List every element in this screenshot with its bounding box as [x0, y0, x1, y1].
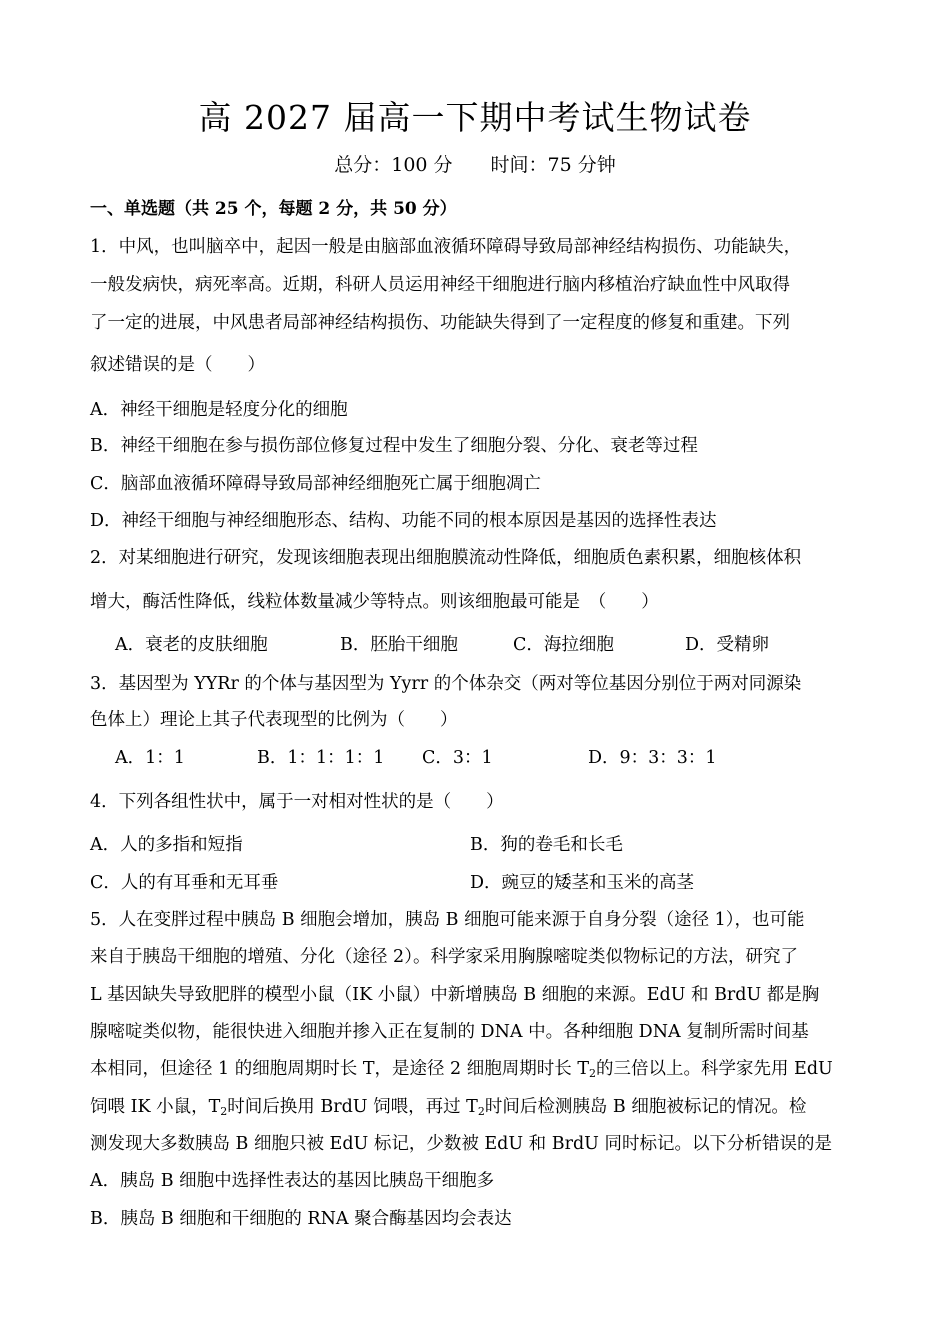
q4-stem-line-1: 4．下列各组性状中，属于一对相对性状的是（ ）: [90, 792, 504, 812]
q5-line6-part-b: 时间后换用 BrdU 饲喂，再过 T: [227, 1097, 478, 1117]
q1-option-c: C．脑部血液循环障碍导致局部神经细胞死亡属于细胞凋亡: [90, 474, 541, 494]
q5-option-a: A．胰岛 B 细胞中选择性表达的基因比胰岛干细胞多: [90, 1171, 495, 1191]
q5-option-b: B．胰岛 B 细胞和干细胞的 RNA 聚合酶基因均会表达: [90, 1209, 512, 1229]
q5-stem-line-2: 来自于胰岛干细胞的增殖、分化（途径 2）。科学家采用胸腺嘧啶类似物标记的方法，研究了: [90, 947, 798, 967]
q1-option-a: A．神经干细胞是轻度分化的细胞: [90, 400, 348, 420]
q5-stem-line-6: [90, 1095, 806, 1119]
q5-stem-line-3: L 基因缺失导致肥胖的模型小鼠（IK 小鼠）中新增胰岛 B 细胞的来源。EdU 和 BrdU 都是胸: [90, 985, 820, 1005]
q5-line5-part-b: 的三倍以上。科学家先用 EdU: [596, 1059, 833, 1079]
time-limit: 时间：75 分钟: [490, 154, 616, 176]
q2-stem-line-2: 增大，酶活性降低，线粒体数量减少等特点。则该细胞最可能是 （ ）: [90, 592, 659, 612]
q2-option-d: D．受精卵: [685, 635, 770, 655]
q1-option-b: B．神经干细胞在参与损伤部位修复过程中发生了细胞分裂、分化、衰老等过程: [90, 436, 698, 456]
q3-option-c: C．3：1: [422, 748, 493, 768]
q3-option-b: B．1：1：1：1: [257, 748, 385, 768]
q1-stem-line-4: 叙述错误的是（ ）: [90, 355, 265, 375]
q5-stem-line-1: 5．人在变胖过程中胰岛 B 细胞会增加，胰岛 B 细胞可能来源于自身分裂（途径 1），也可能: [90, 910, 805, 930]
q5-stem-line-5: [90, 1057, 833, 1081]
q3-option-d: D．9：3：3：1: [588, 748, 717, 768]
q5-stem-line-7: 测发现大多数胰岛 B 细胞只被 EdU 标记，少数被 EdU 和 BrdU 同时标记。以下分析错误的是: [90, 1134, 832, 1154]
q1-option-d: D．神经干细胞与神经细胞形态、结构、功能不同的根本原因是基因的选择性表达: [90, 511, 717, 531]
q4-option-a: A．人的多指和短指: [90, 835, 243, 855]
q1-stem-line-1: 1．中风，也叫脑卒中，起因一般是由脑部血液循环障碍导致局部神经结构损伤、功能缺失，: [90, 237, 802, 257]
q3-option-a: A．1：1: [115, 748, 185, 768]
total-score: 总分：100 分: [334, 154, 453, 176]
q2-stem-line-1: 2．对某细胞进行研究，发现该细胞表现出细胞膜流动性降低，细胞质色素积累，细胞核体积: [90, 548, 802, 568]
q5-line6-subscript-1: 2: [220, 1105, 228, 1118]
q1-stem-line-3: 了一定的进展，中风患者局部神经结构损伤、功能缺失得到了一定程度的修复和重建。下列: [90, 313, 790, 333]
q4-option-d: D．豌豆的矮茎和玉米的高茎: [470, 873, 695, 893]
q5-line6-part-a: 饲喂 IK 小鼠，T: [90, 1097, 221, 1117]
section-heading: 一、单选题（共 25 个，每题 2 分，共 50 分）: [90, 199, 457, 219]
q2-option-b: B．胚胎干细胞: [340, 635, 458, 655]
q5-line6-subscript-2: 2: [477, 1105, 485, 1118]
q3-stem-line-2: 色体上）理论上其子代表现型的比例为（ ）: [90, 710, 458, 730]
q2-option-c: C．海拉细胞: [513, 635, 614, 655]
q2-option-a: A．衰老的皮肤细胞: [115, 635, 268, 655]
q5-stem-line-4: 腺嘧啶类似物，能很快进入细胞并掺入正在复制的 DNA 中。各种细胞 DNA 复制所需时间基: [90, 1022, 809, 1042]
q1-stem-line-2: 一般发病快，病死率高。近期，科研人员运用神经干细胞进行脑内移植治疗缺血性中风取得: [90, 275, 790, 295]
exam-title: 高 2027 届高一下期中考试生物试卷: [198, 98, 752, 137]
q3-stem-line-1: 3．基因型为 YYRr 的个体与基因型为 Yyrr 的个体杂交（两对等位基因分别位于两对同源染: [90, 674, 802, 694]
exam-meta: [0, 150, 950, 177]
q5-line6-part-c: 时间后检测胰岛 B 细胞被标记的情况。检: [484, 1097, 807, 1117]
q5-line5-subscript: 2: [589, 1067, 596, 1080]
q4-option-b: B．狗的卷毛和长毛: [470, 835, 623, 855]
q4-option-c: C．人的有耳垂和无耳垂: [90, 873, 279, 893]
q5-line5-part-a: 本相同，但途径 1 的细胞周期时长 T，是途径 2 细胞周期时长 T: [90, 1059, 589, 1079]
